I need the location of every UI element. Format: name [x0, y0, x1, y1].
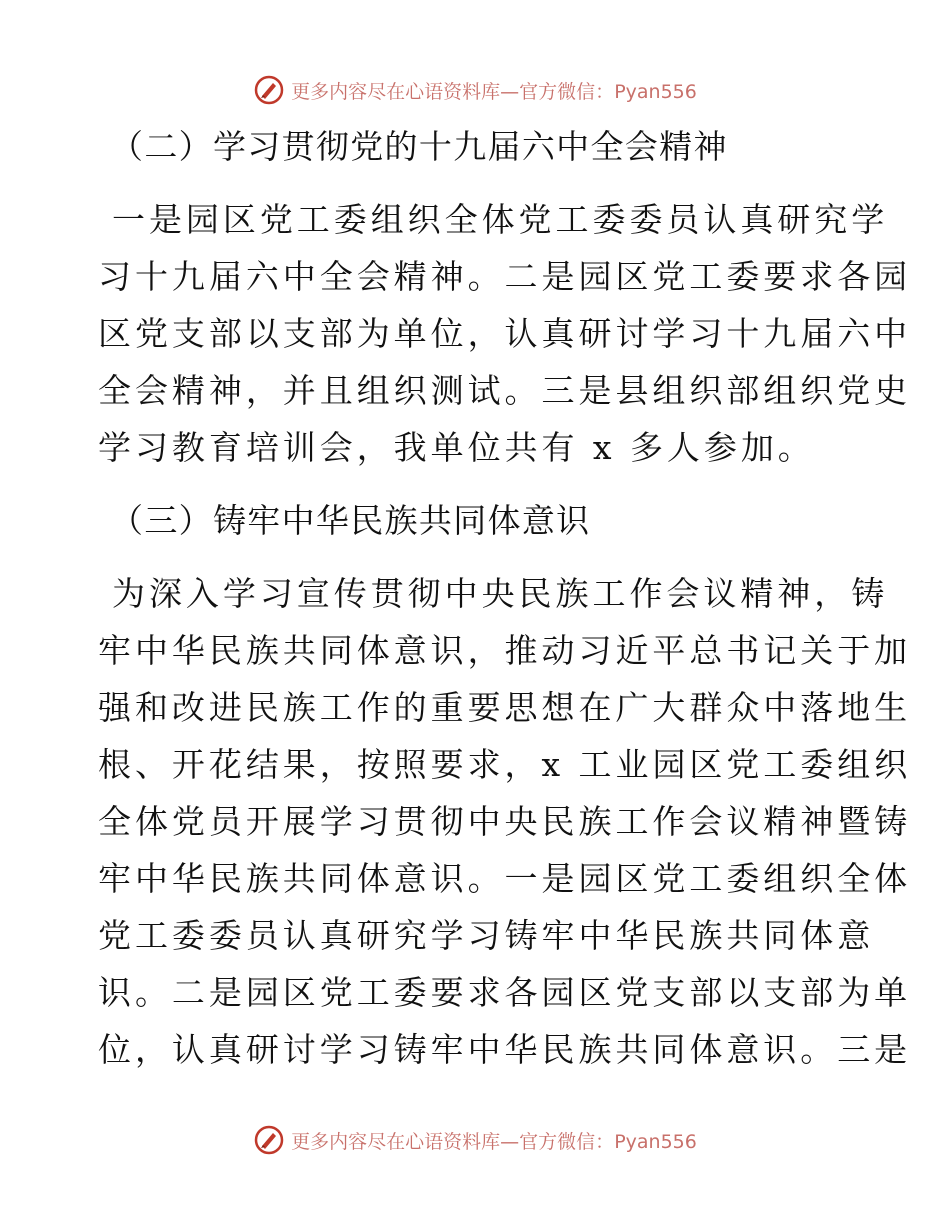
section-3-line-5: 全体党员开展学习贯彻中央民族工作会议精神暨铸 [98, 802, 912, 841]
watermark-text [291, 1127, 697, 1154]
watermark-dash: — [500, 1130, 520, 1153]
section-3-line-4: 根、开花结果，按照要求，x 工业园区党工委组织 [98, 745, 912, 784]
watermark-header [0, 70, 950, 110]
watermark-footer [0, 1120, 950, 1160]
watermark-library-text: 更多内容尽在心语资料库 [291, 1130, 501, 1153]
pen-logo-icon [253, 74, 285, 106]
pen-logo-icon [253, 1124, 285, 1156]
watermark-wechat-id: Pyan556 [614, 80, 697, 103]
watermark-wechat-label: 官方微信： [519, 80, 615, 103]
section-2-heading: （二）学习贯彻党的十九届六中全会精神 [110, 127, 728, 166]
section-3-line-3: 强和改进民族工作的重要思想在广大群众中落地生 [98, 688, 912, 727]
document-body [98, 118, 912, 1078]
section-2-line-4: 全会精神，并且组织测试。三是县组织部组织党史 [98, 371, 912, 410]
watermark-text [291, 77, 697, 104]
section-3-line-2: 牢中华民族共同体意识，推动习近平总书记关于加 [98, 631, 912, 670]
watermark-library-text: 更多内容尽在心语资料库 [291, 80, 501, 103]
section-3-line-8: 识。二是园区党工委要求各园区党支部以支部为单 [98, 973, 912, 1012]
section-2-line-3: 区党支部以支部为单位，认真研讨学习十九届六中 [98, 314, 912, 353]
section-3-line-6: 牢中华民族共同体意识。一是园区党工委组织全体 [98, 859, 912, 898]
watermark-wechat-label: 官方微信： [519, 1130, 615, 1153]
section-3-heading: （三）铸牢中华民族共同体意识 [110, 501, 591, 540]
section-3-line-9: 位，认真研讨学习铸牢中华民族共同体意识。三是 [98, 1030, 912, 1069]
section-2-line-5: 学习教育培训会，我单位共有 x 多人参加。 [98, 428, 815, 467]
section-2-line-2: 习十九届六中全会精神。二是园区党工委要求各园 [98, 257, 912, 296]
watermark-wechat-id: Pyan556 [614, 1130, 697, 1153]
section-3-line-7: 党工委委员认真研究学习铸牢中华民族共同体意 [98, 916, 875, 955]
watermark-dash: — [500, 80, 520, 103]
section-3-line-1: 为深入学习宣传贯彻中央民族工作会议精神，铸 [112, 574, 889, 613]
section-2-line-1: 一是园区党工委组织全体党工委委员认真研究学 [112, 200, 889, 239]
